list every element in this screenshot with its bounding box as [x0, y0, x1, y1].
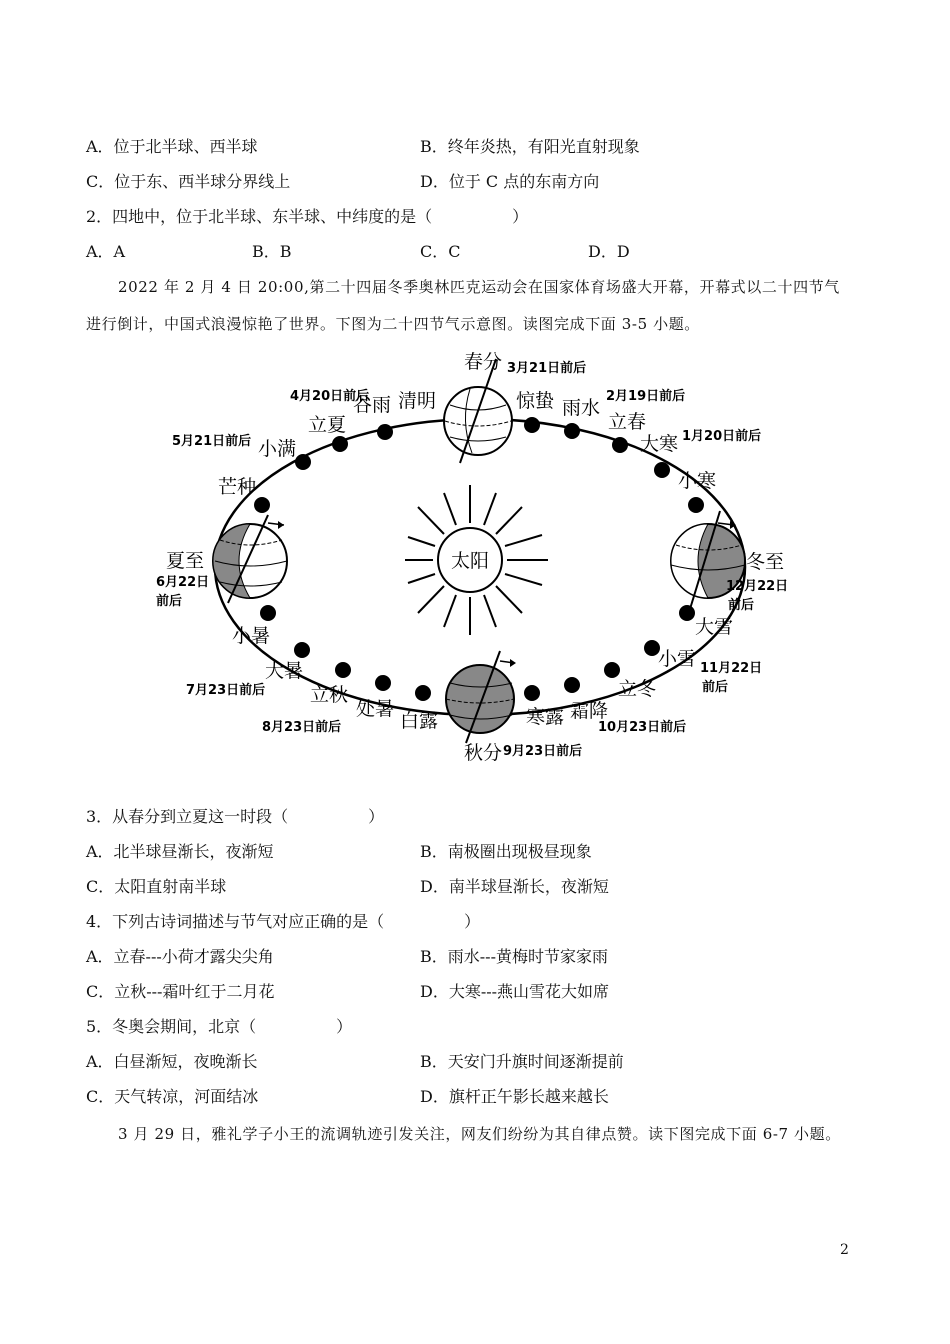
term-xiazhi: 夏至 [166, 550, 205, 572]
q2-option-b: B．B [252, 242, 292, 261]
date-jul23: 7月23日前后 [186, 683, 266, 698]
q1-option-b: B．终年炎热，有阳光直射现象 [420, 137, 640, 156]
q2-stem: 2．四地中，位于北半球、东半球、中纬度的是（ ） [86, 207, 529, 226]
date-jun22: 6月22日 [156, 575, 210, 590]
q5-option-d: D．旗杆正午影长越来越长 [420, 1087, 609, 1106]
q5-stem: 5．冬奥会期间，北京（ ） [86, 1017, 353, 1036]
date-aug23: 8月23日前后 [262, 720, 342, 735]
term-qiufen: 秋分 [464, 742, 503, 764]
term-mangzhong: 芒种 [218, 476, 257, 498]
q5-option-a: A．白昼渐短，夜晚渐长 [86, 1052, 258, 1071]
date-jan20: 1月20日前后 [682, 429, 762, 444]
date-may21: 5月21日前后 [172, 434, 252, 449]
q3-option-a: A．北半球昼渐长，夜渐短 [86, 842, 274, 861]
term-dahan: 大寒 [640, 433, 679, 455]
earth-autumn-equinox-icon [446, 651, 516, 743]
date-feb19: 2月19日前后 [606, 389, 686, 404]
term-liqiu: 立秋 [310, 684, 349, 706]
q2-option-c: C．C [420, 242, 461, 261]
date-apr20: 4月20日前后 [290, 389, 370, 404]
q4-option-c: C．立秋---霜叶红于二月花 [86, 982, 275, 1001]
date-mar21: 3月21日前后 [507, 361, 587, 376]
date-oct23: 10月23日前后 [598, 720, 687, 735]
term-xiaohan: 小寒 [678, 470, 717, 492]
term-jingzhe: 惊蛰 [516, 390, 555, 412]
q3-option-d: D．南半球昼渐长，夜渐短 [420, 877, 609, 896]
date-jun22-suffix: 前后 [156, 594, 183, 609]
term-xiaoxue: 小雪 [658, 648, 697, 670]
q1-option-a: A．位于北半球、西半球 [86, 137, 258, 156]
term-hanlu: 寒露 [526, 706, 565, 728]
date-dec22-suffix: 前后 [728, 598, 755, 613]
term-guyu: 谷雨 [353, 394, 392, 416]
term-chunfen: 春分 [464, 351, 503, 373]
date-nov22: 11月22日 [700, 661, 763, 676]
page-number: 2 [840, 1242, 849, 1258]
q2-option-d: D．D [588, 242, 630, 261]
earth-spring-equinox-icon [444, 359, 512, 463]
date-nov22-suffix: 前后 [702, 680, 729, 695]
term-shuangjiang: 霜降 [570, 700, 609, 722]
q4-option-a: A．立春---小荷才露尖尖角 [86, 947, 274, 966]
q5-option-c: C．天气转凉，河面结冰 [86, 1087, 259, 1106]
solar-terms-diagram [150, 345, 810, 765]
q3-option-b: B．南极圈出现极昼现象 [420, 842, 592, 861]
term-lidong: 立冬 [618, 678, 657, 700]
date-dec22: 12月22日 [726, 579, 789, 594]
q5-option-b: B．天安门升旗时间逐渐提前 [420, 1052, 624, 1071]
date-sep23: 9月23日前后 [503, 744, 583, 759]
q4-option-d: D．大寒---燕山雪花大如席 [420, 982, 610, 1001]
intro1-line1: 2022 年 2 月 4 日 20:00,第二十四届冬季奥林匹克运动会在国家体育场盛大开幕，开幕式以二十四节气 [118, 278, 840, 296]
q4-stem: 4．下列古诗词描述与节气对应正确的是（ ） [86, 912, 481, 931]
term-xiaoman: 小满 [258, 438, 297, 460]
term-dashu: 大暑 [265, 660, 304, 682]
q3-option-c: C．太阳直射南半球 [86, 877, 227, 896]
q2-option-a: A．A [86, 242, 126, 261]
term-dongzhi: 冬至 [746, 551, 785, 573]
term-lixia: 立夏 [308, 414, 347, 436]
intro2: 3 月 29 日，雅礼学子小王的流调轨迹引发关注，网友们纷纷为其自律点赞。读下图完成下面 6-7 小题。 [118, 1125, 841, 1143]
q1-option-d: D．位于 C 点的东南方向 [420, 172, 600, 191]
q1-option-c: C．位于东、西半球分界线上 [86, 172, 291, 191]
term-bailu: 白露 [400, 710, 439, 732]
intro1-line2: 进行倒计，中国式浪漫惊艳了世界。下图为二十四节气示意图。读图完成下面 3-5 小题。 [86, 315, 700, 333]
term-lichun: 立春 [608, 411, 647, 433]
term-xiaoshu: 小暑 [232, 625, 271, 647]
term-daxue: 大雪 [695, 616, 734, 638]
term-qingming: 清明 [398, 390, 437, 412]
q3-stem: 3．从春分到立夏这一时段（ ） [86, 807, 385, 826]
earth-winter-solstice-icon [671, 511, 745, 609]
sun-label: 太阳 [450, 550, 490, 572]
term-chushu: 处暑 [356, 698, 395, 720]
term-yushui: 雨水 [562, 397, 601, 419]
q4-option-b: B．雨水---黄梅时节家家雨 [420, 947, 608, 966]
